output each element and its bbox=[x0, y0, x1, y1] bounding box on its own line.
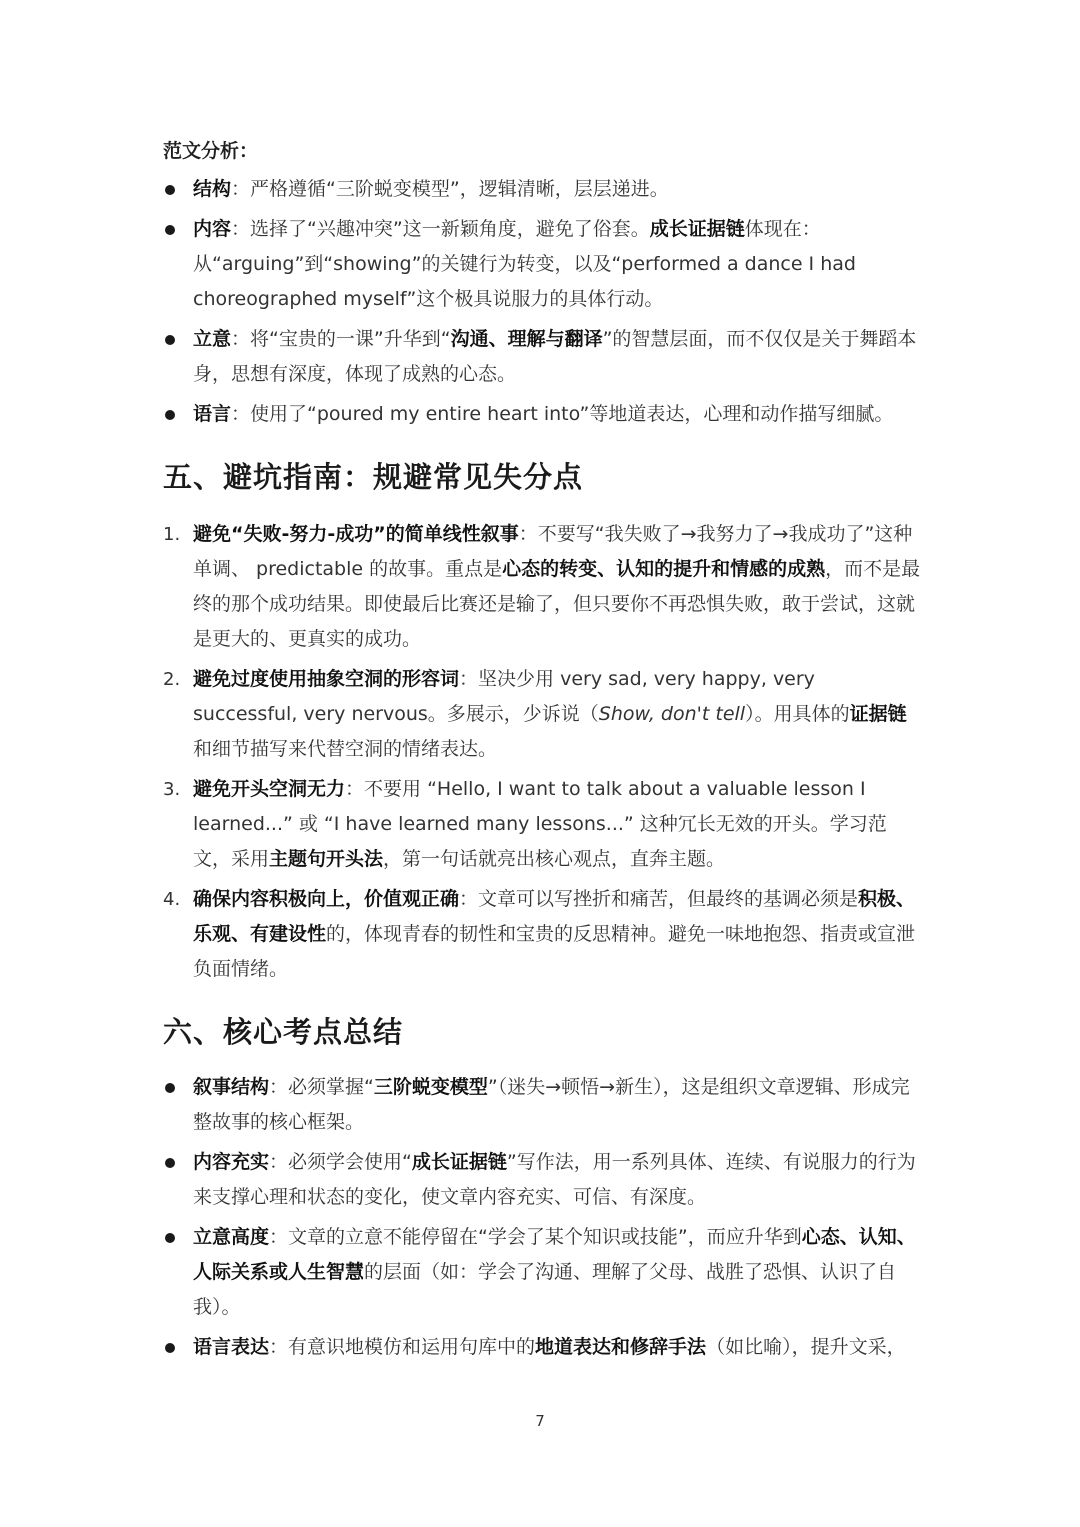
analysis-item-language: 语言：使用了“poured my entire heart into”等地道表达，心理和动作描写细腻。 bbox=[163, 397, 923, 432]
analysis-item-content: 内容：选择了“兴趣冲突”这一新颖角度，避免了俗套。成长证据链体现在：从“arguing”到“showing”的关键行为转变，以及“performed a dance I had choreographed myself”这个极具说服力的具体行动。 bbox=[163, 212, 923, 317]
item-number: 4. bbox=[163, 889, 181, 910]
item-term: 语言表达 bbox=[193, 1336, 270, 1358]
item-text: 坚决少用 very sad, very happy, very successful, very nervous。多展示，少诉说（ bbox=[193, 668, 815, 725]
item-text: 严格遵循“三阶蜕变模型”，逻辑清晰，层层递进。 bbox=[250, 178, 669, 200]
item-emphasis: 心态、认知、人际关系或人生智慧 bbox=[193, 1226, 916, 1283]
item-text: 使用了“poured my entire heart into”等地道表达，心理和动作描写细腻。 bbox=[250, 403, 894, 425]
item-text: 文章可以写挫折和痛苦，但最终的基调必须是 bbox=[478, 888, 859, 910]
item-term: 立意 bbox=[193, 328, 232, 350]
item-emphasis: 证据链 bbox=[849, 703, 907, 725]
pitfall-item: 4. 确保内容积极向上，价值观正确：文章可以写挫折和痛苦，但最终的基调必须是积极、乐观、有建设性的，体现青春的韧性和宝贵的反思精神。避免一味地抱怨、指责或宣泄负面情绪。 bbox=[163, 882, 923, 987]
item-text: 的，体现青春的韧性和宝贵的反思精神。避免一味地抱怨、指责或宣泄负面情绪。 bbox=[193, 923, 916, 980]
bullet-icon bbox=[165, 1233, 175, 1243]
item-text: 和细节描写来代替空洞的情绪表达。 bbox=[193, 738, 498, 760]
bullet-icon bbox=[165, 335, 175, 345]
item-term: 结构 bbox=[193, 178, 232, 200]
bullet-icon bbox=[165, 1158, 175, 1168]
item-term: 避免“失败-努力-成功”的简单线性叙事 bbox=[193, 523, 519, 545]
analysis-list bbox=[163, 172, 923, 437]
item-emphasis: 沟通、理解与翻译 bbox=[450, 328, 603, 350]
item-text: 必须学会使用“ bbox=[288, 1151, 412, 1173]
item-text: 有意识地模仿和运用句库中的 bbox=[288, 1336, 536, 1358]
item-text: ，第一句话就亮出核心观点，直奔主题。 bbox=[383, 848, 726, 870]
item-text: ”的智慧层面，而不仅仅是关于舞蹈本身，思想有深度，体现了成熟的心态。 bbox=[193, 328, 917, 385]
item-number: 3. bbox=[163, 779, 181, 800]
item-italic: Show, don't tell bbox=[598, 703, 746, 725]
item-emphasis: 心态的转变、认知的提升和情感的成熟 bbox=[502, 558, 826, 580]
item-number: 2. bbox=[163, 669, 181, 690]
item-text: ”写作法，用一系列具体、连续、有说服力的行为来支撑心理和状态的变化，使文章内容充实、可信、有深度。 bbox=[193, 1151, 916, 1208]
analysis-item-theme: 立意：将“宝贵的一课”升华到“沟通、理解与翻译”的智慧层面，而不仅仅是关于舞蹈本身，思想有深度，体现了成熟的心态。 bbox=[163, 322, 923, 392]
item-text: 文章的立意不能停留在“学会了某个知识或技能”，而应升华到 bbox=[288, 1226, 802, 1248]
summary-item: 内容充实：必须学会使用“成长证据链”写作法，用一系列具体、连续、有说服力的行为来支撑心理和状态的变化，使文章内容充实、可信、有深度。 bbox=[163, 1145, 923, 1215]
item-text: 不要写“我失败了→我努力了→我成功了”这种单调、 predictable 的故事。重点是 bbox=[193, 523, 913, 580]
summary-item: 立意高度：文章的立意不能停留在“学会了某个知识或技能”，而应升华到心态、认知、人际关系或人生智慧的层面（如：学会了沟通、理解了父母、战胜了恐惧、认识了自我）。 bbox=[163, 1220, 923, 1325]
item-text: ”（迷失→顿悟→新生），这是组织文章逻辑、形成完整故事的核心框架。 bbox=[193, 1076, 910, 1133]
pitfall-item: 1. 避免“失败-努力-成功”的简单线性叙事：不要写“我失败了→我努力了→我成功了”这种单调、 predictable 的故事。重点是心态的转变、认知的提升和情感的成熟，而不是最终的那个成功结果。即使最后比赛还是输了，但只要你不再恐惧失败，敢于尝试，这就是更大的、更真实的成功。 bbox=[163, 517, 923, 657]
item-text: 将“宝贵的一课”升华到“ bbox=[250, 328, 451, 350]
item-term: 内容充实 bbox=[193, 1151, 270, 1173]
item-text: ，而不是最终的那个成功结果。即使最后比赛还是输了，但只要你不再恐惧失败，敢于尝试，这就是更大的、更真实的成功。 bbox=[193, 558, 921, 650]
section5-heading: 五、避坑指南：规避常见失分点 bbox=[163, 460, 584, 494]
bullet-icon bbox=[165, 410, 175, 420]
summary-item: 叙事结构：必须掌握“三阶蜕变模型”（迷失→顿悟→新生），这是组织文章逻辑、形成完整故事的核心框架。 bbox=[163, 1070, 923, 1140]
bullet-icon bbox=[165, 1083, 175, 1093]
item-emphasis: 三阶蜕变模型 bbox=[373, 1076, 488, 1098]
page-number: 7 bbox=[535, 1412, 545, 1430]
item-term: 叙事结构 bbox=[193, 1076, 270, 1098]
bullet-icon bbox=[165, 1343, 175, 1353]
analysis-label: 范文分析： bbox=[163, 140, 259, 162]
item-text: 的层面（如：学会了沟通、理解了父母、战胜了恐惧、认识了自我）。 bbox=[193, 1261, 897, 1318]
item-term: 立意高度 bbox=[193, 1226, 270, 1248]
item-text: 不要用 “Hello, I want to talk about a valuable lesson I learned...” 或 “I have learned many lessons...” 这种冗长无效的开头。学习范文，采用 bbox=[193, 778, 887, 870]
item-emphasis: 成长证据链 bbox=[411, 1151, 507, 1173]
item-text: 必须掌握“ bbox=[288, 1076, 374, 1098]
item-term: 语言 bbox=[193, 403, 232, 425]
item-number: 1. bbox=[163, 524, 181, 545]
analysis-item-structure: 结构：严格遵循“三阶蜕变模型”，逻辑清晰，层层递进。 bbox=[163, 172, 923, 207]
item-text: 体现在：从“arguing”到“showing”的关键行为转变，以及“performed a dance I had choreographed myself”这个极具说服力的具体行动。 bbox=[193, 218, 856, 310]
bullet-icon bbox=[165, 185, 175, 195]
summary-list bbox=[163, 1070, 923, 1370]
pitfall-item: 2. 避免过度使用抽象空洞的形容词：坚决少用 very sad, very happy, very successful, very nervous。多展示，少诉说（Show, don't tell）。用具体的证据链和细节描写来代替空洞的情绪表达。 bbox=[163, 662, 923, 767]
pitfall-list bbox=[163, 517, 923, 992]
item-emphasis: 地道表达和修辞手法 bbox=[535, 1336, 707, 1358]
pitfall-item: 3. 避免开头空洞无力：不要用 “Hello, I want to talk about a valuable lesson I learned...” 或 “I have learned many lessons...” 这种冗长无效的开头。学习范文，采用主题句开头法，第一句话就亮出核心观点，直奔主题。 bbox=[163, 772, 923, 877]
item-text: （如比喻），提升文采， bbox=[706, 1336, 906, 1358]
section6-heading: 六、核心考点总结 bbox=[163, 1015, 404, 1049]
item-emphasis: 成长证据链 bbox=[649, 218, 745, 240]
item-text: ）。用具体的 bbox=[745, 703, 850, 725]
item-term: 内容 bbox=[193, 218, 232, 240]
item-term: 确保内容积极向上，价值观正确 bbox=[193, 888, 460, 910]
item-emphasis: 积极、乐观、有建设性 bbox=[193, 888, 916, 945]
summary-item: 语言表达：有意识地模仿和运用句库中的地道表达和修辞手法（如比喻），提升文采， bbox=[163, 1330, 923, 1365]
item-term: 避免过度使用抽象空洞的形容词 bbox=[193, 668, 460, 690]
item-term: 避免开头空洞无力 bbox=[193, 778, 346, 800]
bullet-icon bbox=[165, 225, 175, 235]
item-emphasis: 主题句开头法 bbox=[269, 848, 384, 870]
item-text: 选择了“兴趣冲突”这一新颖角度，避免了俗套。 bbox=[250, 218, 650, 240]
